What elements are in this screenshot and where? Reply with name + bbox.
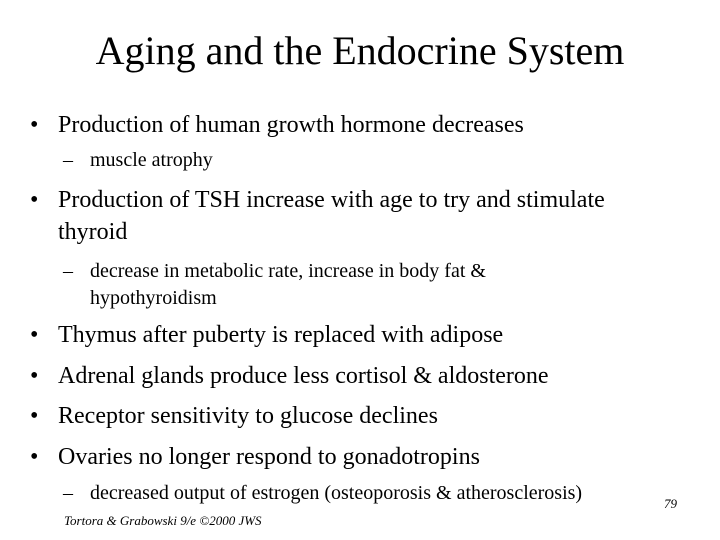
bullet-icon: • [30, 444, 39, 470]
bullet-text: Receptor sensitivity to glucose declines [58, 403, 438, 429]
sub-text: decreased output of estrogen (osteoporosis & atherosclerosis) [90, 482, 583, 504]
bullet-text: Thymus after puberty is replaced with adipose [58, 322, 504, 348]
page-number: 79 [664, 496, 677, 511]
bullet-icon: • [30, 322, 39, 348]
bullet-icon: • [30, 187, 39, 213]
sub-text-line1: decrease in metabolic rate, increase in body fat & [90, 260, 486, 282]
sub-text-line2: hypothyroidism [90, 287, 217, 309]
footer-citation: Tortora & Grabowski 9/e ©2000 JWS [64, 513, 262, 528]
bullet-icon: • [30, 403, 39, 429]
slide-title: Aging and the Endocrine System [95, 28, 625, 73]
bullet-text: Ovaries no longer respond to gonadotropins [58, 444, 480, 470]
bullet-icon: • [30, 112, 39, 138]
bullet-text-line2: thyroid [58, 219, 128, 245]
bullet-text-line1: Production of TSH increase with age to try and stimulate [58, 187, 605, 213]
sub-text: muscle atrophy [90, 149, 213, 171]
dash-icon: – [63, 482, 73, 504]
bullet-text: Adrenal glands produce less cortisol & aldosterone [58, 363, 549, 389]
bullet-icon: • [30, 363, 39, 389]
dash-icon: – [63, 260, 73, 282]
dash-icon: – [63, 149, 73, 171]
bullet-text: Production of human growth hormone decreases [58, 112, 524, 138]
